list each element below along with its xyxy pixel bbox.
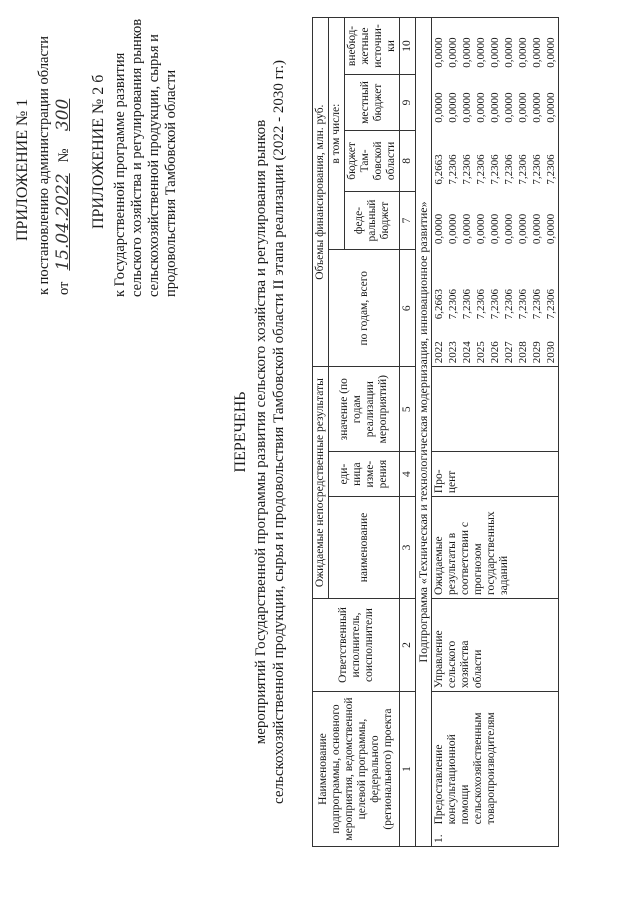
col-number: 3 xyxy=(400,497,416,599)
col-federal-header: феде-ральный бюджет xyxy=(345,191,400,250)
decree-date-line xyxy=(55,85,73,295)
funding-local-value: 0,0000 xyxy=(447,92,459,123)
measure-executor: Управление сельского хозяйства области xyxy=(432,598,559,691)
total-value: 7,2306 xyxy=(447,289,459,320)
funding-local-value: 0,0000 xyxy=(461,92,473,123)
measure-index: 1. xyxy=(433,834,445,843)
funding-reg-value: 7,2306 xyxy=(531,154,543,185)
funding-year-row xyxy=(544,18,558,366)
handwritten-date: 15.04.2022 xyxy=(53,173,73,271)
number-prefix: № xyxy=(56,148,72,163)
funding-year-total-cell xyxy=(432,247,446,366)
funding-local-value: 0,0000 xyxy=(489,92,501,123)
total-value: 7,2306 xyxy=(489,289,501,320)
funding-reg-value: 7,2306 xyxy=(447,154,459,185)
title-line-1: мероприятий Государственной программы развития сельского хозяйства и регулирования рынков xyxy=(253,119,269,745)
funding-local-value: 0,0000 xyxy=(545,92,557,123)
funding-cell xyxy=(432,18,559,367)
funding-year-row xyxy=(474,18,488,366)
year-label: 2030 xyxy=(545,341,557,364)
measure-result: Ожидаемые результаты в соответствии с прогнозом государственных заданий xyxy=(432,497,559,599)
funding-fed-value: 0,0000 xyxy=(545,213,557,245)
funding-year-total-cell xyxy=(502,247,516,366)
funding-reg-value: 7,2306 xyxy=(545,154,557,185)
year-label: 2025 xyxy=(475,341,487,364)
funding-years-table xyxy=(432,18,558,366)
year-label: 2026 xyxy=(489,341,501,364)
col-number: 5 xyxy=(400,367,416,452)
subprogram-row xyxy=(416,18,432,847)
including-header: в том числе: xyxy=(329,18,345,250)
column-numbers-row xyxy=(400,18,416,847)
year-label: 2027 xyxy=(503,341,515,364)
funding-reg-value: 7,2306 xyxy=(489,154,501,185)
funding-year-total-cell xyxy=(530,247,544,366)
funding-year-row xyxy=(488,18,502,366)
funding-reg-value: 7,2306 xyxy=(503,154,515,185)
col-number: 8 xyxy=(400,131,416,192)
col-executor-header: Ответственный исполнитель, соисполнители xyxy=(313,598,400,691)
funding-year-row xyxy=(516,18,530,366)
col-result-name-header: наименование xyxy=(329,497,400,599)
col-unit-header: еди-ница изме-рения xyxy=(329,452,400,497)
measure-name: Предоставление консультационной помощи сельскохозяйственным товаропроизводителям xyxy=(433,712,497,825)
total-value: 7,2306 xyxy=(503,289,515,320)
year-label: 2022 xyxy=(433,341,445,364)
funding-local-value: 0,0000 xyxy=(503,92,515,123)
funding-year-total-cell xyxy=(516,247,530,366)
handwritten-number: 300 xyxy=(53,98,73,132)
funding-fed-value: 0,0000 xyxy=(503,213,515,245)
header-row-1 xyxy=(313,18,329,847)
funding-local-value: 0,0000 xyxy=(475,92,487,123)
funding-year-total-cell xyxy=(544,247,558,366)
appendix-2-line-2: сельского хозяйства и регулирования рынков xyxy=(129,18,145,297)
col-local-header: местный бюджет xyxy=(345,74,400,130)
funding-extra-value: 0,0000 xyxy=(433,37,445,68)
measures-table xyxy=(312,17,559,847)
measure-value xyxy=(432,367,559,452)
year-label: 2023 xyxy=(447,341,459,364)
funding-fed-value: 0,0000 xyxy=(531,213,543,245)
funding-reg-value: 7,2306 xyxy=(475,154,487,185)
appendix-1-heading: ПРИЛОЖЕНИЕ № 1 xyxy=(14,98,31,241)
appendix-2-line-1: к Государственной программе развития xyxy=(112,52,128,297)
col-total-header: по годам, всего xyxy=(329,250,400,367)
document-heading: ПЕРЕЧЕНЬ xyxy=(232,391,249,473)
col-number: 7 xyxy=(400,191,416,250)
funding-reg-value: 6,2663 xyxy=(433,154,445,185)
funding-group-header: Объемы финансирования, млн. руб. xyxy=(313,18,329,367)
subprogram-title: Подпрограмма «Техническая и технологическая модернизация, инновационное развитие» xyxy=(416,18,432,847)
col-number: 6 xyxy=(400,250,416,367)
col-number: 10 xyxy=(400,18,416,75)
funding-fed-value: 0,0000 xyxy=(475,213,487,245)
appendix-2-line-3: сельскохозяйственной продукции, сырья и xyxy=(146,34,162,297)
funding-extra-value: 0,0000 xyxy=(447,37,459,68)
col-value-header: значение (по годам реализации мероприятий) xyxy=(329,367,400,452)
funding-reg-value: 7,2306 xyxy=(461,154,473,185)
total-value: 7,2306 xyxy=(517,289,529,320)
funding-extra-value: 0,0000 xyxy=(517,37,529,68)
funding-year-total-cell xyxy=(474,247,488,366)
funding-year-row xyxy=(530,18,544,366)
appendix-2-line-4: продовольствия Тамбовской области xyxy=(163,69,179,297)
measure-unit: Про-цент xyxy=(432,452,559,497)
col-name-header: Наименование подпрограммы, основного мероприятия, ведомственной целевой программы, федерального (регионального) проекта xyxy=(313,692,400,847)
total-value: 7,2306 xyxy=(461,289,473,320)
funding-year-row xyxy=(432,18,446,366)
funding-fed-value: 0,0000 xyxy=(447,213,459,245)
col-number: 4 xyxy=(400,452,416,497)
total-value: 7,2306 xyxy=(475,289,487,320)
funding-fed-value: 0,0000 xyxy=(517,213,529,245)
funding-extra-value: 0,0000 xyxy=(489,37,501,68)
col-extrabudget-header: внебюд-жетные источни-ки xyxy=(345,18,400,75)
results-group-header: Ожидаемые непосредственные результаты xyxy=(313,367,329,599)
year-label: 2028 xyxy=(517,341,529,364)
funding-year-row xyxy=(502,18,516,366)
col-regional-header: бюджет Там-бовской области xyxy=(345,131,400,192)
col-number: 2 xyxy=(400,598,416,691)
funding-fed-value: 0,0000 xyxy=(489,213,501,245)
date-prefix: от xyxy=(56,281,72,295)
total-value: 7,2306 xyxy=(545,289,557,320)
funding-extra-value: 0,0000 xyxy=(531,37,543,68)
funding-reg-value: 7,2306 xyxy=(517,154,529,185)
col-number: 9 xyxy=(400,74,416,130)
year-label: 2029 xyxy=(531,341,543,364)
funding-year-row xyxy=(446,18,460,366)
funding-year-total-cell xyxy=(460,247,474,366)
funding-fed-value: 0,0000 xyxy=(461,213,473,245)
measure-name-cell xyxy=(432,692,559,847)
funding-extra-value: 0,0000 xyxy=(503,37,515,68)
col-number: 1 xyxy=(400,692,416,847)
total-value: 7,2306 xyxy=(531,289,543,320)
funding-extra-value: 0,0000 xyxy=(461,37,473,68)
funding-year-total-cell xyxy=(488,247,502,366)
funding-extra-value: 0,0000 xyxy=(545,37,557,68)
funding-year-total-cell xyxy=(446,247,460,366)
funding-year-row xyxy=(460,18,474,366)
funding-fed-value: 0,0000 xyxy=(433,213,445,245)
funding-local-value: 0,0000 xyxy=(517,92,529,123)
decree-line: к постановлению администрации области xyxy=(36,35,52,295)
funding-local-value: 0,0000 xyxy=(433,92,445,123)
measure-row xyxy=(432,18,559,847)
funding-local-value: 0,0000 xyxy=(531,92,543,123)
appendix-2-heading: ПРИЛОЖЕНИЕ № 2 б xyxy=(90,74,107,229)
funding-extra-value: 0,0000 xyxy=(475,37,487,68)
title-line-2: сельскохозяйственной продукции, сырья и продовольствия Тамбовской области II этапа реализации (2022 - 2030 гг.) xyxy=(271,60,287,804)
year-label: 2024 xyxy=(461,341,473,364)
total-value: 6,2663 xyxy=(433,289,445,320)
